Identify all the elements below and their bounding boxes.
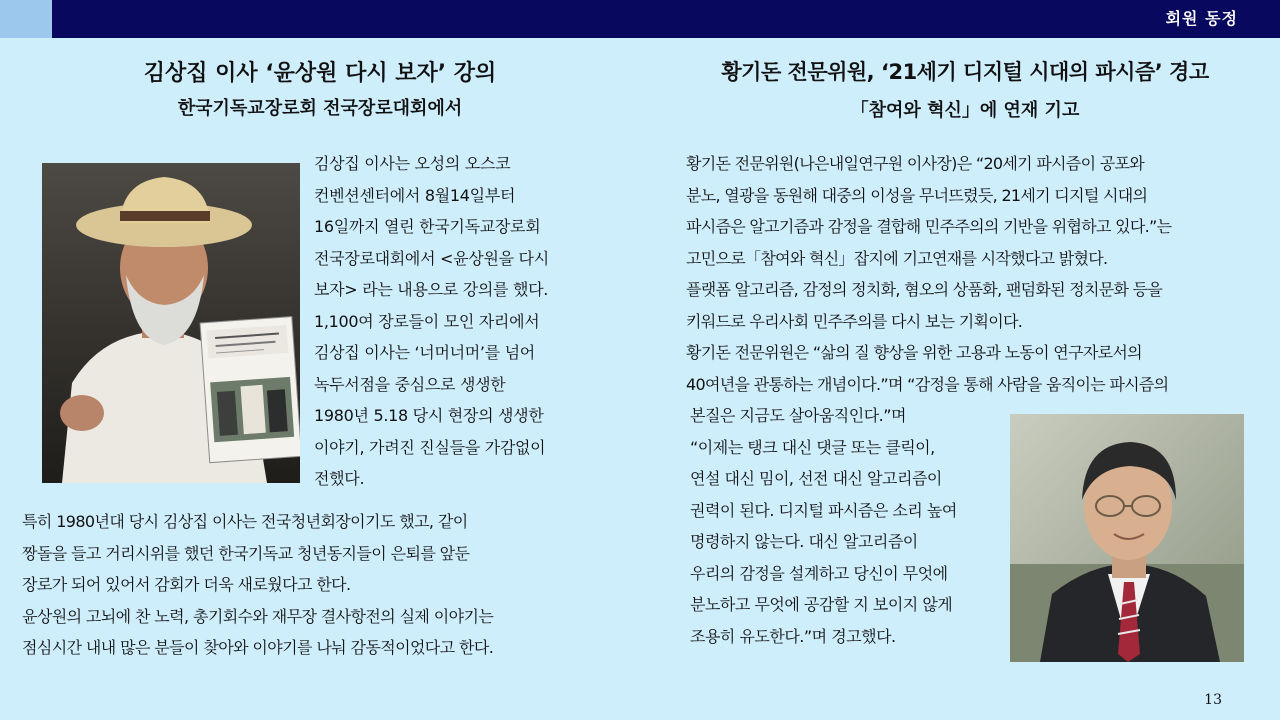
left-side-line: 김상집 이사는 ‘너머너머’를 넘어 [314,343,535,362]
left-bottom-line: 짱돌을 들고 거리시위를 했던 한국기독교 청년동지들이 은퇴를 앞둔 [22,543,470,563]
left-side-line: 녹두서점을 중심으로 생생한 [314,374,506,394]
left-bottom-line: 특히 1980년대 당시 김상집 이사는 전국청년회장이기도 했고, 같이 [22,512,468,531]
right-line: 파시즘은 알고기즘과 감정을 결합해 민주주의의 기반을 위협하고 있다.”는 [686,217,1172,236]
left-side-line: 전국장로대회에서 <윤상원을 다시 [314,248,549,268]
left-side-line: 전했다. [314,469,365,488]
left-article-side-text [314,148,549,495]
right-side-line: 분노하고 무엇에 공감할 지 보이지 않게 [690,595,953,614]
right-line: 키워드로 우리사회 민주주의를 다시 보는 기획이다. [686,311,1023,331]
left-side-line: 컨벤션센터에서 8월14일부터 [314,185,516,205]
left-bottom-line: 점심시간 내내 많은 분들이 찾아와 이야기를 나눠 감동적이었다고 한다. [22,638,494,657]
left-side-line: 보자> 라는 내용으로 강의를 했다. [314,280,549,299]
left-side-line: 1980년 5.18 당시 현장의 생생한 [314,406,544,425]
right-article-title: 황기돈 전문위원, ‘21세기 디지털 시대의 파시즘’ 경고 [721,60,1209,84]
left-article-bottom-text [22,506,493,664]
left-article-title: 김상집 이사 ‘윤상원 다시 보자’ 강의 [143,61,497,86]
right-line: 40여년을 관통하는 개념이다.”며 “감정을 통해 사람을 움직이는 파시즘의 [686,374,1169,394]
right-article-subtitle: 「참여와 혁신」에 연재 기고 [850,100,1080,121]
section-tag: 회원 동정 [1165,9,1238,28]
right-side-line: 연설 대신 밈이, 선전 대신 알고리즘이 [690,469,942,488]
left-article-subtitle: 한국기독교장로회 전국장로대회에서 [177,98,463,119]
right-line: 황기돈 전문위원(나은내일연구원 이사장)은 “20세기 파시즘이 공포와 [686,154,1144,173]
right-side-line: 조용히 유도한다.”며 경고했다. [690,626,896,646]
header-accent-block [0,0,52,38]
left-bottom-line: 윤상원의 고뇌에 찬 노력, 총기회수와 재무장 결사항전의 실제 이야기는 [22,606,494,626]
right-line: 고민으로「참여와 혁신」잡지에 기고연재를 시작했다고 밝혔다. [686,248,1108,268]
right-article-side-text [690,400,957,652]
right-side-line: 명령하지 않는다. 대신 알고리즘이 [690,532,918,551]
right-line: 분노, 열광을 동원해 대중의 이성을 무너뜨렸듯, 21세기 디지털 시대의 [686,185,1148,205]
right-side-line: 본질은 지금도 살아움직인다.”며 [690,406,906,425]
left-bottom-line: 장로가 되어 있어서 감회가 더욱 새로웠다고 한다. [22,575,351,594]
left-side-line: 김상집 이사는 오성의 오스코 [314,154,511,173]
left-side-line: 1,100여 장로들이 모인 자리에서 [314,311,540,331]
left-side-line: 16일까지 열린 한국기독교장로회 [314,217,541,236]
page-number: 13 [1204,692,1222,708]
left-side-line: 이야기, 가려진 진실들을 가감없이 [314,437,546,457]
right-side-line: 우리의 감정을 설계하고 당신이 무엇에 [690,563,948,583]
right-side-line: “이제는 탱크 대신 댓글 또는 클릭이, [690,437,935,457]
right-article-photo [1010,414,1244,662]
right-line: 황기돈 전문위원은 “삶의 질 향상을 위한 고용과 노동이 연구자로서의 [686,343,1142,362]
right-side-line: 권력이 된다. 디지털 파시즘은 소리 높여 [690,500,957,520]
right-article-text [686,148,1171,400]
left-article-photo [42,163,300,483]
right-line: 플랫폼 알고리즘, 감정의 정치화, 혐오의 상품화, 팬덤화된 정치문화 등을 [686,280,1163,299]
header-bar [0,0,1280,38]
